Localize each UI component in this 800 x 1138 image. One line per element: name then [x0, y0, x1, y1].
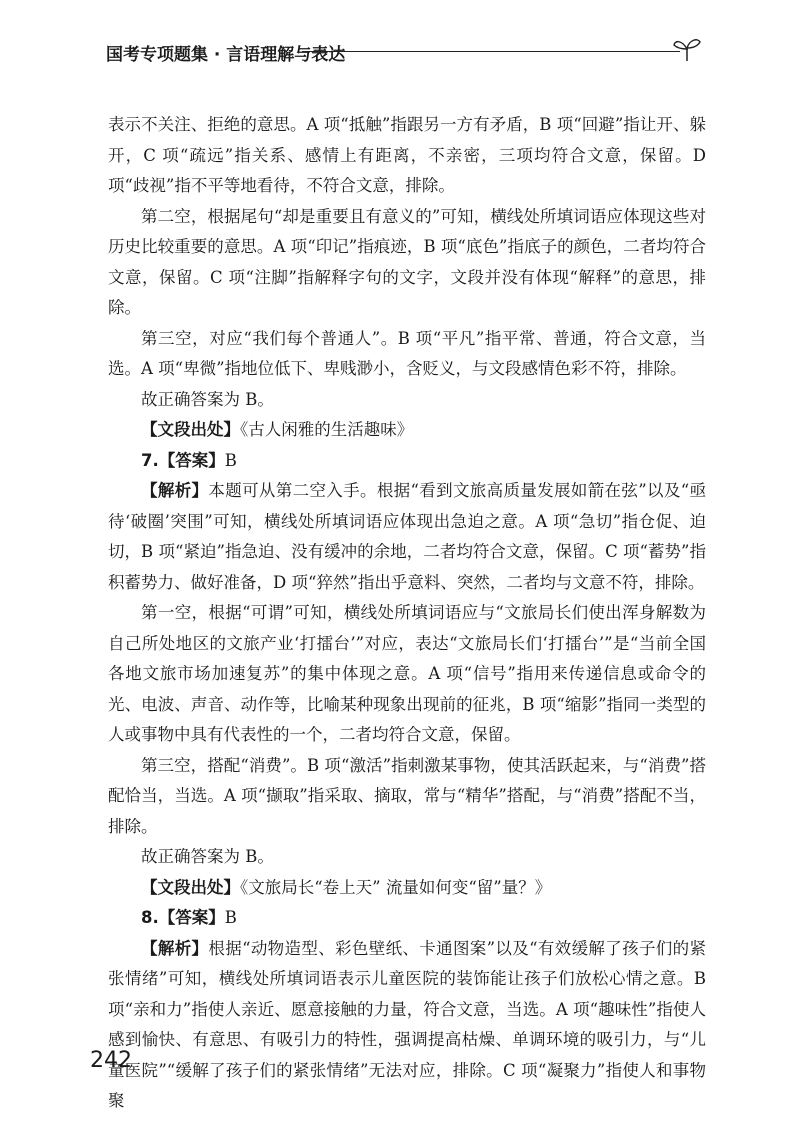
source-line [108, 873, 706, 904]
header-title: 国考专项题集 · 言语理解与表达 [106, 45, 346, 65]
question-number: 7. [141, 450, 159, 470]
question-number: 8. [141, 908, 159, 927]
answer-label: 【答案】 [158, 450, 225, 470]
answer-label: 【答案】 [158, 908, 225, 927]
running-header [88, 36, 708, 66]
paragraph: 第三空，搭配“消费”。B 项“激活”指刺激某事物，使其活跃起来，与“消费”搭配恰当，当选。A 项“撷取”指采取、摘取，常与“精华”搭配，与“消费”搭配不当，排除。 [108, 755, 706, 836]
page-content [108, 110, 706, 1117]
analysis-paragraph [108, 476, 706, 598]
paragraph: 表示不关注、拒绝的意思。A 项“抵触”指跟另一方有矛盾，B 项“回避”指让开、躲开，C 项“疏远”指关系、感情上有距离，不亲密，三项均符合文意，保留。D 项“歧视”指不平等地看待，不符合文意，排除。 [108, 115, 706, 195]
answer-line [108, 446, 706, 477]
source-title: 《古人闲雅的生活趣味》 [240, 420, 414, 439]
source-title: 《文旅局长“卷上天” 流量如何变“留”量？》 [240, 877, 552, 897]
source-label: 【文段出处】 [141, 877, 240, 897]
paragraph: 故正确答案为 B。 [141, 389, 274, 409]
header-rule [302, 51, 680, 52]
paragraph: 第二空，根据尾句“却是重要且有意义的”可知，横线处所填词语应体现这些对历史比较重要的意思。A 项“印记”指痕迹，B 项“底色”指底子的颜色，二者均符合文意，保留。C 项“注脚”指解释字句的文字，文段并没有体现“解释”的意思，排除。 [108, 206, 706, 317]
answer-line [108, 903, 706, 934]
source-line [108, 415, 706, 446]
page-number: 242 [90, 1048, 132, 1073]
analysis-text: 本题可从第二空入手。根据“看到文旅高质量发展如箭在弦”以及“亟待‘破圈’突围”可知，横线处所填词语应体现出急迫之意。A 项“急切”指仓促、迫切，B 项“紧迫”指急迫、没有缓冲的余地，二者均符合文意，保留。C 项“蓄势”指积蓄势力、做好准备，D 项“猝然”指出乎意料、突然，二者均与文意不符，排除。 [108, 481, 706, 592]
analysis-text: 根据“动物造型、彩色壁纸、卡通图案”以及“有效缓解了孩子们的紧张情绪”可知，横线处所填词语表示儿童医院的装饰能让孩子们放松心情之意。B 项“亲和力”指使人亲近、愿意接触的力量，符合文意，当选。A 项“趣味性”指使人感到愉快、有意思、有吸引力的特性，强调提高枯燥、单调环境的吸引力，与“儿童医院”“缓解了孩子们的紧张情绪”无法对应，排除。C 项“凝聚力”指使人和事物聚 [108, 938, 706, 1110]
answer-value: B [224, 450, 237, 470]
paragraph: 故正确答案为 B。 [141, 847, 274, 866]
sprout-icon [672, 36, 702, 62]
paragraph: 第三空，对应“我们每个普通人”。B 项“平凡”指平常、普通，符合文意，当选。A 项“卑微”指地位低下、卑贱渺小，含贬义，与文段感情色彩不符，排除。 [108, 328, 706, 378]
analysis-label: 【解析】 [141, 481, 209, 500]
paragraph: 第一空，根据“可谓”可知，横线处所填词语应与“文旅局长们使出浑身解数为自己所处地区的文旅产业‘打擂台’”对应，表达“文旅局长们‘打擂台’”是“当前全国各地文旅市场加速复苏”的集中体现之意。A 项“信号”指用来传递信息或命令的光、电波、声音、动作等，比喻某种现象出现前的征兆，B 项“缩影”指同一类型的人或事物中具有代表性的一个，二者均符合文意，保留。 [108, 603, 706, 744]
analysis-label: 【解析】 [141, 938, 209, 958]
source-label: 【文段出处】 [141, 420, 240, 439]
answer-value: B [224, 908, 237, 927]
analysis-paragraph [108, 934, 706, 1117]
